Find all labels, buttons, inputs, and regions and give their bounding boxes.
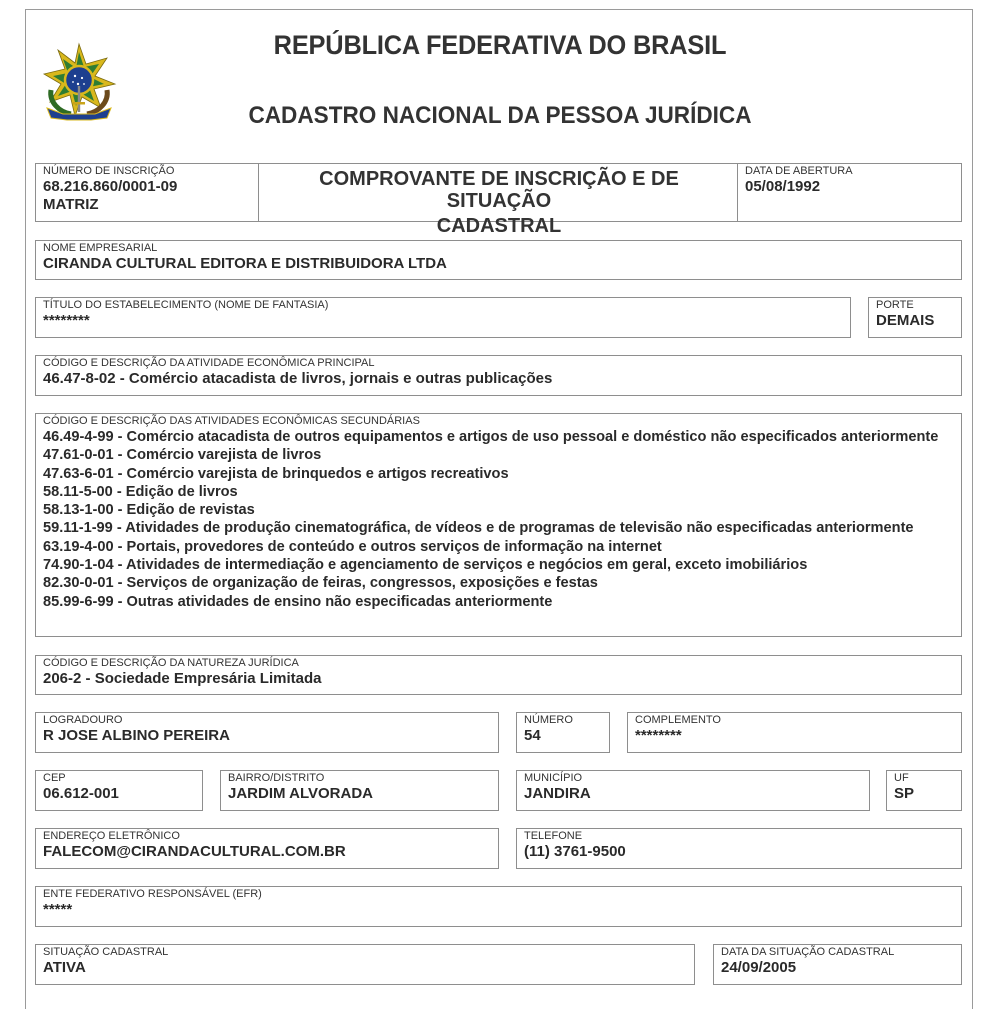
- cep-label: CEP: [43, 772, 66, 784]
- efr-value: *****: [43, 901, 73, 918]
- municipio-value: JANDIRA: [524, 785, 591, 802]
- uf-label: UF: [894, 772, 909, 784]
- abertura-box: [737, 163, 962, 222]
- situacao-label: SITUAÇÃO CADASTRAL: [43, 946, 169, 958]
- comprovante-line1: COMPROVANTE DE INSCRIÇÃO E DE SITUAÇÃO: [319, 168, 679, 212]
- logradouro-value: R JOSE ALBINO PEREIRA: [43, 727, 230, 744]
- porte-value: DEMAIS: [876, 312, 935, 329]
- list-item: 82.30-0-01 - Serviços de organização de feiras, congressos, exposições e festas: [43, 575, 598, 592]
- nome-empresarial-label: NOME EMPRESARIAL: [43, 242, 158, 254]
- numero-value: 54: [524, 727, 541, 744]
- list-item: 47.61-0-01 - Comércio varejista de livros: [43, 447, 322, 464]
- inscricao-type: MATRIZ: [43, 196, 99, 213]
- porte-box: [868, 297, 962, 338]
- logradouro-label: LOGRADOURO: [43, 714, 123, 726]
- nome-empresarial-value: CIRANDA CULTURAL EDITORA E DISTRIBUIDORA LTDA: [43, 255, 447, 272]
- titulo-value: ********: [43, 312, 90, 329]
- complemento-value: ********: [635, 727, 682, 744]
- atividades-secundarias-label: CÓDIGO E DESCRIÇÃO DAS ATIVIDADES ECONÔMICAS SECUNDÁRIAS: [43, 415, 420, 427]
- municipio-label: MUNICÍPIO: [524, 772, 583, 784]
- uf-box: [886, 770, 962, 811]
- page-title: REPÚBLICA FEDERATIVA DO BRASIL: [273, 30, 727, 60]
- inscricao-box: [35, 163, 260, 222]
- list-item: 74.90-1-04 - Atividades de intermediação e agenciamento de serviços e negócios em geral, exceto imobiliários: [43, 557, 808, 574]
- logradouro-box: [35, 712, 499, 753]
- inscricao-label: NÚMERO DE INSCRIÇÃO: [43, 165, 175, 177]
- list-item: 58.11-5-00 - Edição de livros: [43, 483, 238, 500]
- atividade-principal-value: 46.47-8-02 - Comércio atacadista de livros, jornais e outras publicações: [43, 370, 553, 387]
- nome-empresarial-box: [35, 240, 962, 280]
- situacao-box: [35, 944, 695, 985]
- email-box: [35, 828, 499, 869]
- cep-box: [35, 770, 203, 811]
- list-item: 58.13-1-00 - Edição de revistas: [43, 502, 255, 519]
- data-situacao-box: [713, 944, 962, 985]
- page-subtitle: CADASTRO NACIONAL DA PESSOA JURÍDICA: [248, 102, 752, 129]
- bairro-box: [220, 770, 499, 811]
- efr-label: ENTE FEDERATIVO RESPONSÁVEL (EFR): [43, 888, 262, 900]
- comprovante-line2: CADASTRAL: [436, 215, 562, 237]
- inscricao-number: 68.216.860/0001-09: [43, 178, 178, 195]
- natureza-juridica-label: CÓDIGO E DESCRIÇÃO DA NATUREZA JURÍDICA: [43, 657, 299, 669]
- atividade-principal-label: CÓDIGO E DESCRIÇÃO DA ATIVIDADE ECONÔMICA PRINCIPAL: [43, 357, 375, 369]
- titulo-box: [35, 297, 851, 338]
- efr-box: [35, 886, 962, 927]
- municipio-box: [516, 770, 870, 811]
- cep-value: 06.612-001: [43, 785, 119, 802]
- telefone-label: TELEFONE: [524, 830, 583, 842]
- uf-value: SP: [894, 785, 915, 802]
- numero-label: NÚMERO: [524, 714, 573, 726]
- telefone-box: [516, 828, 962, 869]
- list-item: 47.63-6-01 - Comércio varejista de brinquedos e artigos recreativos: [43, 465, 509, 482]
- list-item: 85.99-6-99 - Outras atividades de ensino não especificadas anteriormente: [43, 593, 553, 610]
- email-value: FALECOM@CIRANDACULTURAL.COM.BR: [43, 843, 346, 860]
- situacao-value: ATIVA: [43, 959, 86, 976]
- titulo-label: TÍTULO DO ESTABELECIMENTO (NOME DE FANTASIA): [43, 299, 329, 311]
- bairro-label: BAIRRO/DISTRITO: [228, 772, 325, 784]
- list-item: 46.49-4-99 - Comércio atacadista de outros equipamentos e artigos de uso pessoal e doméstico não especificados anteriormente: [43, 429, 939, 445]
- data-situacao-label: DATA DA SITUAÇÃO CADASTRAL: [721, 946, 895, 958]
- atividade-principal-box: [35, 355, 962, 396]
- list-item: 59.11-1-99 - Atividades de produção cinematográfica, de vídeos e de programas de televisão não especificadas anteriormente: [43, 520, 914, 537]
- natureza-juridica-value: 206-2 - Sociedade Empresária Limitada: [43, 670, 322, 687]
- comprovante-box: [258, 163, 739, 237]
- numero-box: [516, 712, 610, 753]
- complemento-label: COMPLEMENTO: [635, 714, 721, 726]
- porte-label: PORTE: [876, 299, 914, 311]
- abertura-label: DATA DE ABERTURA: [745, 165, 853, 177]
- email-label: ENDEREÇO ELETRÔNICO: [43, 830, 180, 842]
- abertura-value: 05/08/1992: [745, 178, 821, 195]
- bairro-value: JARDIM ALVORADA: [228, 785, 373, 802]
- complemento-box: [627, 712, 962, 753]
- atividades-secundarias-box: [35, 413, 962, 637]
- telefone-value: (11) 3761-9500: [524, 843, 626, 860]
- data-situacao-value: 24/09/2005: [721, 959, 797, 976]
- list-item: 63.19-4-00 - Portais, provedores de conteúdo e outros serviços de informação na internet: [43, 538, 662, 555]
- natureza-juridica-box: [35, 655, 962, 695]
